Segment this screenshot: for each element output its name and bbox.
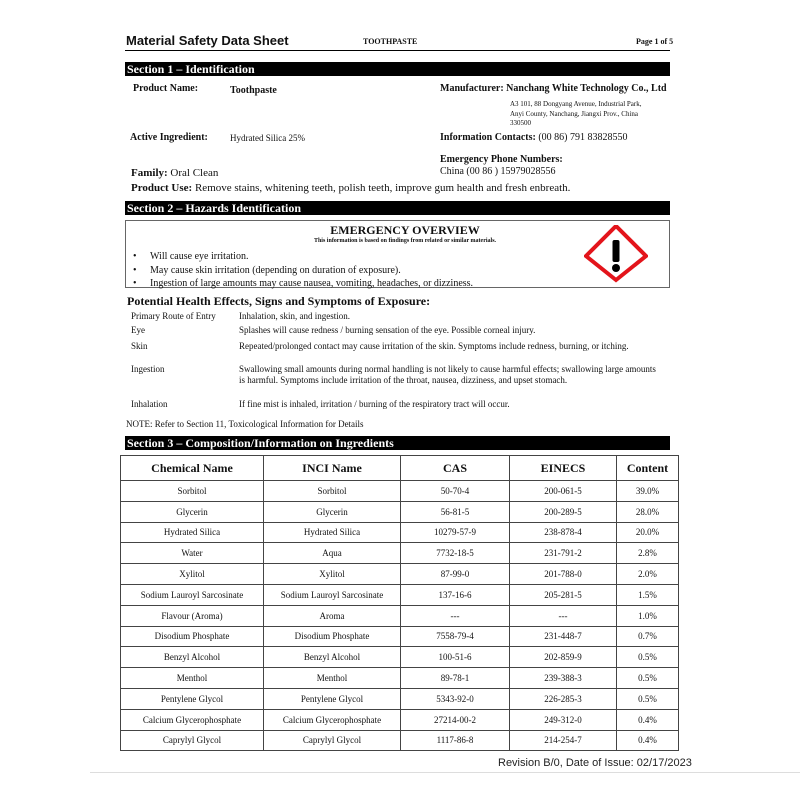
table-header-row bbox=[121, 456, 679, 481]
table-cell: Aroma bbox=[264, 605, 401, 626]
table-cell: Hydrated Silica bbox=[121, 522, 264, 543]
table-cell: Xylitol bbox=[121, 564, 264, 585]
table-cell: Disodium Phosphate bbox=[264, 626, 401, 647]
effect-label: Skin bbox=[131, 341, 148, 351]
table-cell: 7558-79-4 bbox=[401, 626, 510, 647]
table-cell: 89-78-1 bbox=[401, 668, 510, 689]
effect-text: Inhalation, skin, and ingestion. bbox=[239, 311, 350, 321]
table-cell: Sodium Lauroyl Sarcosinate bbox=[264, 584, 401, 605]
table-cell: 7732-18-5 bbox=[401, 543, 510, 564]
table-cell: Calcium Glycerophosphate bbox=[264, 709, 401, 730]
table-cell: 205-281-5 bbox=[510, 584, 617, 605]
table-cell: 39.0% bbox=[617, 481, 679, 502]
table-cell: Calcium Glycerophosphate bbox=[121, 709, 264, 730]
table-cell: 1.5% bbox=[617, 584, 679, 605]
table-row bbox=[121, 688, 679, 709]
table-cell: 0.5% bbox=[617, 668, 679, 689]
active-ingredient-label: Active Ingredient: bbox=[130, 132, 208, 143]
table-cell: 2.8% bbox=[617, 543, 679, 564]
table-row bbox=[121, 626, 679, 647]
section1-heading: Section 1 – Identification bbox=[125, 62, 670, 76]
family-label: Family: bbox=[131, 167, 168, 179]
table-cell: 202-859-9 bbox=[510, 647, 617, 668]
effect-label: Inhalation bbox=[131, 399, 168, 409]
table-cell: 1117-86-8 bbox=[401, 730, 510, 751]
table-row bbox=[121, 730, 679, 751]
table-cell: 20.0% bbox=[617, 522, 679, 543]
page-number: Page 1 of 5 bbox=[636, 37, 674, 46]
table-cell: 28.0% bbox=[617, 501, 679, 522]
table-row bbox=[121, 709, 679, 730]
table-cell: 56-81-5 bbox=[401, 501, 510, 522]
column-header: INCI Name bbox=[264, 456, 401, 481]
info-contacts-label: Information Contacts: bbox=[440, 132, 536, 143]
table-cell: 87-99-0 bbox=[401, 564, 510, 585]
effect-label: Ingestion bbox=[131, 364, 165, 374]
table-cell: 100-51-6 bbox=[401, 647, 510, 668]
emergency-value: China (00 86 ) 15979028556 bbox=[440, 166, 556, 177]
table-cell: 249-312-0 bbox=[510, 709, 617, 730]
table-cell: 1.0% bbox=[617, 605, 679, 626]
table-cell: 231-791-2 bbox=[510, 543, 617, 564]
list-item: • Will cause eye irritation. bbox=[128, 250, 473, 264]
active-ingredient-value: Hydrated Silica 25% bbox=[230, 133, 305, 143]
table-cell: 231-448-7 bbox=[510, 626, 617, 647]
effect-text: Splashes will cause redness / burning sensation of the eye. Possible corneal injury. bbox=[239, 325, 536, 335]
product-use-label: Product Use: bbox=[131, 182, 193, 194]
table-cell: 238-878-4 bbox=[510, 522, 617, 543]
emergency-label: Emergency Phone Numbers: bbox=[440, 154, 563, 165]
table-cell: 2.0% bbox=[617, 564, 679, 585]
table-cell: Disodium Phosphate bbox=[121, 626, 264, 647]
table-row bbox=[121, 481, 679, 502]
table-cell: --- bbox=[401, 605, 510, 626]
table-cell: 50-70-4 bbox=[401, 481, 510, 502]
table-cell: 0.5% bbox=[617, 647, 679, 668]
address-line: 330500 bbox=[510, 119, 531, 127]
table-cell: 226-285-3 bbox=[510, 688, 617, 709]
address-line: A3 101, 88 Dongyang Avenue, Industrial Park, bbox=[510, 100, 642, 108]
table-cell: Pentylene Glycol bbox=[121, 688, 264, 709]
table-row bbox=[121, 564, 679, 585]
effect-label: Eye bbox=[131, 325, 145, 335]
section2-heading: Section 2 – Hazards Identification bbox=[125, 201, 670, 215]
table-cell: 239-388-3 bbox=[510, 668, 617, 689]
table-cell: Sorbitol bbox=[264, 481, 401, 502]
column-header: EINECS bbox=[510, 456, 617, 481]
table-row bbox=[121, 522, 679, 543]
product-name-value: Toothpaste bbox=[230, 85, 277, 96]
health-effects-title: Potential Health Effects, Signs and Symptoms of Exposure: bbox=[127, 294, 431, 308]
hazard-bullets bbox=[128, 250, 473, 291]
table-row bbox=[121, 668, 679, 689]
table-cell: Water bbox=[121, 543, 264, 564]
product-name-label: Product Name: bbox=[133, 83, 199, 94]
table-cell: 27214-00-2 bbox=[401, 709, 510, 730]
table-cell: Benzyl Alcohol bbox=[264, 647, 401, 668]
table-cell: 214-254-7 bbox=[510, 730, 617, 751]
table-cell: Glycerin bbox=[121, 501, 264, 522]
table-cell: 200-061-5 bbox=[510, 481, 617, 502]
section3-heading: Section 3 – Composition/Information on Ingredients bbox=[125, 436, 670, 450]
address-line: Anyi County, Nanchang, Jiangxi Prov., China bbox=[510, 109, 638, 118]
table-cell: 0.7% bbox=[617, 626, 679, 647]
table-cell: Sodium Lauroyl Sarcosinate bbox=[121, 584, 264, 605]
table-row bbox=[121, 584, 679, 605]
hazard-icon bbox=[584, 225, 648, 283]
list-item: • May cause skin irritation (depending on duration of exposure). bbox=[128, 264, 473, 278]
manufacturer-label: Manufacturer: Nanchang White Technology Co., Ltd bbox=[440, 83, 667, 94]
effect-text: If fine mist is inhaled, irritation / burning of the respiratory tract will occur. bbox=[239, 399, 510, 409]
table-cell: Menthol bbox=[121, 668, 264, 689]
effect-label: Primary Route of Entry bbox=[131, 311, 216, 321]
table-cell: Hydrated Silica bbox=[264, 522, 401, 543]
emergency-overview-title: EMERGENCY OVERVIEW bbox=[330, 223, 480, 237]
table-row bbox=[121, 647, 679, 668]
effect-text: Repeated/prolonged contact may cause irritation of the skin. Symptoms include redness, burning, or itching. bbox=[239, 341, 629, 351]
table-cell: Caprylyl Glycol bbox=[121, 730, 264, 751]
emergency-overview-note: This information is based on findings from related or similar materials. bbox=[313, 238, 497, 244]
table-row bbox=[121, 543, 679, 564]
table-cell: 0.5% bbox=[617, 688, 679, 709]
effect-text: Swallowing small amounts during normal handling is not likely to cause harmful effects; swallowing large amounts is harmful. Symptoms include irritation of the throat, nausea, dizziness, and upset stomach. bbox=[239, 364, 656, 385]
header-rule bbox=[125, 50, 670, 51]
table-cell: 5343-92-0 bbox=[401, 688, 510, 709]
table-cell: Benzyl Alcohol bbox=[121, 647, 264, 668]
info-contacts-value: (00 86) 791 83828550 bbox=[538, 132, 628, 143]
table-cell: --- bbox=[510, 605, 617, 626]
column-header: Chemical Name bbox=[121, 456, 264, 481]
revision-info: Revision B/0, Date of Issue: 02/17/2023 bbox=[498, 757, 692, 769]
manufacturer-address bbox=[510, 100, 642, 129]
list-item: • Ingestion of large amounts may cause nausea, vomiting, headaches, or dizziness. bbox=[128, 277, 473, 291]
table-cell: Xylitol bbox=[264, 564, 401, 585]
table-cell: Menthol bbox=[264, 668, 401, 689]
family-value: Oral Clean bbox=[170, 167, 219, 179]
footer-rule bbox=[90, 772, 800, 773]
table-cell: 0.4% bbox=[617, 709, 679, 730]
table-cell: Glycerin bbox=[264, 501, 401, 522]
table-cell: Aqua bbox=[264, 543, 401, 564]
column-header: Content bbox=[617, 456, 679, 481]
document-title: Material Safety Data Sheet bbox=[126, 33, 289, 48]
column-header: CAS bbox=[401, 456, 510, 481]
table-cell: 137-16-6 bbox=[401, 584, 510, 605]
composition-table bbox=[120, 455, 679, 751]
table-row bbox=[121, 501, 679, 522]
table-row bbox=[121, 605, 679, 626]
product-header: TOOTHPASTE bbox=[363, 37, 418, 46]
table-cell: Caprylyl Glycol bbox=[264, 730, 401, 751]
table-cell: Pentylene Glycol bbox=[264, 688, 401, 709]
table-cell: Sorbitol bbox=[121, 481, 264, 502]
table-cell: 10279-57-9 bbox=[401, 522, 510, 543]
table-cell: Flavour (Aroma) bbox=[121, 605, 264, 626]
table-cell: 0.4% bbox=[617, 730, 679, 751]
section2-note: NOTE: Refer to Section 11, Toxicological Information for Details bbox=[126, 419, 364, 429]
table-cell: 201-788-0 bbox=[510, 564, 617, 585]
table-cell: 200-289-5 bbox=[510, 501, 617, 522]
product-use-value: Remove stains, whitening teeth, polish teeth, improve gum health and fresh enbreath. bbox=[194, 182, 571, 194]
